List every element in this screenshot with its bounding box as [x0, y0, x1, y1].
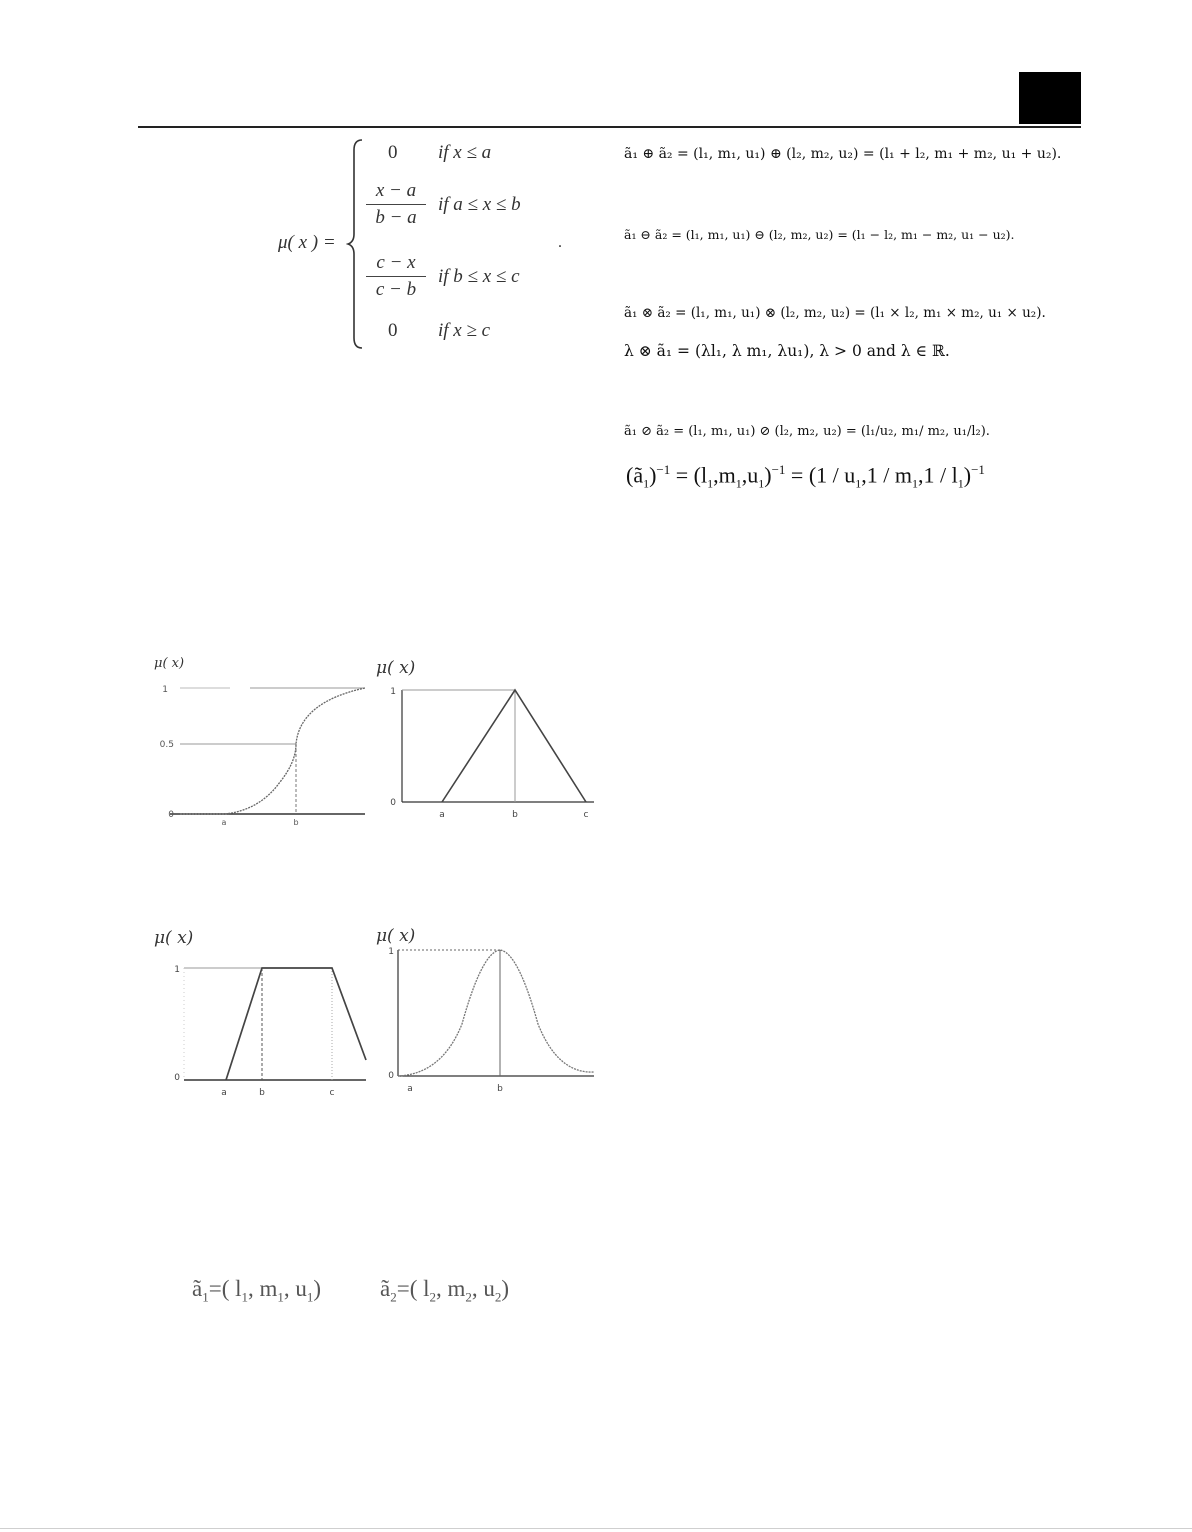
inv-s4: 1: [855, 476, 862, 491]
chart2-triangular: [378, 680, 596, 824]
tfn-a1-close: ): [313, 1276, 322, 1301]
chart3-ylabel: μ( x): [154, 928, 194, 948]
chart1-xtick-a: a: [221, 818, 227, 827]
tfn-a1-c1: , m: [248, 1276, 278, 1301]
tfn-a1-s1: 1: [241, 1289, 248, 1305]
division-equation: ã₁ ⊘ ã₂ = (l₁, m₁, u₁) ⊘ (l₂, m₂, u₂) = (l₁/u₂, m₁/ m₂, u₁/l₂).: [624, 424, 990, 439]
chart2-xtick-a: a: [439, 810, 445, 820]
tfn-a2-close: ): [501, 1276, 510, 1301]
tfn-a1: ã: [192, 1276, 203, 1301]
case-4-condition: if x ≥ c: [438, 320, 491, 341]
chart4-gaussian: [382, 944, 596, 1094]
chart3-xtick-a: a: [221, 1088, 227, 1098]
case-3-fraction: [366, 252, 426, 301]
chart3-ytick-0: 0: [174, 1073, 180, 1083]
chart2-ytick-1: 1: [390, 687, 396, 697]
inv-c4: ,1 / m: [861, 462, 913, 488]
chart4-ytick-1: 1: [388, 947, 394, 957]
chart4-ytick-0: 0: [388, 1071, 394, 1081]
chart4-ylabel: μ( x): [376, 926, 416, 946]
formula-period: .: [558, 234, 562, 251]
case-2-denominator: b − a: [375, 207, 417, 228]
chart3-ytick-1: 1: [174, 965, 180, 975]
chart1-ytick-1: 1: [162, 685, 168, 695]
chart1-xtick-b: b: [293, 818, 299, 827]
inv-exp3: −1: [971, 462, 985, 477]
tfn-a2-c1: , m: [436, 1276, 466, 1301]
tfn-a1-sub: 1: [202, 1289, 209, 1305]
chart4-xtick-b: b: [497, 1084, 503, 1094]
chart1-s-curve: [150, 672, 368, 828]
footer-rule: [0, 1528, 1192, 1529]
case-4-value: 0: [388, 320, 398, 341]
chart2-ytick-0: 0: [390, 798, 396, 808]
addition-equation: ã₁ ⊕ ã₂ = (l₁, m₁, u₁) ⊕ (l₂, m₂, u₂) = (l₁ + l₂, m₁ + m₂, u₁ + u₂).: [624, 146, 1062, 162]
tfn-a1-s3: 1: [306, 1289, 314, 1305]
case-2-condition: if a ≤ x ≤ b: [438, 194, 521, 215]
case-1-condition: if x ≤ a: [438, 142, 492, 163]
inv-s5: 1: [912, 476, 919, 491]
tfn-a2-s2: 2: [465, 1289, 472, 1305]
case-3-numerator: c − x: [366, 252, 426, 277]
tfn-a2: ã: [380, 1276, 391, 1301]
inv-rhs: = (1 / u: [785, 462, 856, 488]
inv-c3: ): [764, 462, 772, 488]
chart1-ylabel: μ( x): [154, 656, 185, 671]
tfn-a1-s2: 1: [277, 1289, 284, 1305]
chart2-line: [442, 690, 586, 802]
chart2-xtick-c: c: [583, 810, 589, 820]
case-1-value: 0: [388, 142, 398, 163]
case-3-denominator: c − b: [375, 279, 417, 300]
inv-s2: 1: [735, 476, 742, 491]
chart4-curve: [398, 950, 594, 1076]
inv-c6: ): [963, 462, 972, 488]
formula-cases: [370, 138, 570, 350]
inv-s6: 1: [957, 476, 964, 491]
chart4-xtick-a: a: [407, 1084, 413, 1094]
multiplication-equation: ã₁ ⊗ ã₂ = (l₁, m₁, u₁) ⊗ (l₂, m₂, u₂) = (l₁ × l₂, m₁ × m₂, u₁ × u₂).: [624, 305, 1046, 321]
tfn-a1-c2: , u: [283, 1276, 307, 1301]
inv-sub: 1: [643, 476, 650, 491]
case-2-fraction: [366, 180, 426, 229]
tfn-a2-open: =( l: [396, 1276, 430, 1301]
chart3-trapezoidal: [170, 950, 368, 1098]
inv-exp: −1: [656, 462, 671, 477]
inv-s1: 1: [707, 476, 714, 491]
inv-lhs: (ã: [626, 462, 644, 488]
scalar-multiplication-equation: λ ⊗ ã₁ = (λl₁, λ m₁, λu₁), λ > 0 and λ ∈ ℝ.: [624, 342, 950, 360]
chart3-line: [226, 968, 366, 1080]
tfn-a1-definition: [192, 1276, 321, 1306]
header-rule: [138, 126, 1081, 128]
chart3-xtick-b: b: [259, 1088, 265, 1098]
chart2-xtick-b: b: [512, 810, 518, 820]
tfn-a2-s1: 2: [429, 1289, 436, 1305]
subtraction-equation: ã₁ ⊖ ã₂ = (l₁, m₁, u₁) ⊖ (l₂, m₂, u₂) = (l₁ − l₂, m₁ − m₂, u₁ − u₂).: [624, 227, 1015, 242]
formula-lhs: μ( x ) =: [278, 232, 336, 253]
chart3-xtick-c: c: [329, 1088, 335, 1098]
inv-exp2: −1: [771, 462, 786, 477]
inv-s3: 1: [758, 476, 765, 491]
tfn-a2-definition: [380, 1276, 509, 1306]
inv-c2: ,u: [741, 462, 759, 488]
inv-mid: = (l: [670, 462, 708, 488]
inv-c1: ,m: [713, 462, 736, 488]
header-black-box: [1019, 72, 1081, 124]
case-3-condition: if b ≤ x ≤ c: [438, 266, 520, 287]
tfn-a2-sub: 2: [390, 1289, 397, 1305]
chart1-ytick-half: 0.5: [159, 740, 174, 750]
formula-brace: [346, 138, 366, 350]
inv-close: ): [649, 462, 657, 488]
tfn-a2-c2: , u: [471, 1276, 495, 1301]
tfn-a1-open: =( l: [208, 1276, 242, 1301]
chart2-ylabel: μ( x): [376, 658, 416, 678]
chart1-ytick-0: 0: [168, 810, 174, 820]
tfn-a2-s3: 2: [494, 1289, 502, 1305]
case-2-numerator: x − a: [366, 180, 426, 205]
inverse-equation: [626, 462, 985, 492]
inv-c5: ,1 / l: [918, 462, 958, 488]
chart1-curve: [180, 688, 365, 814]
